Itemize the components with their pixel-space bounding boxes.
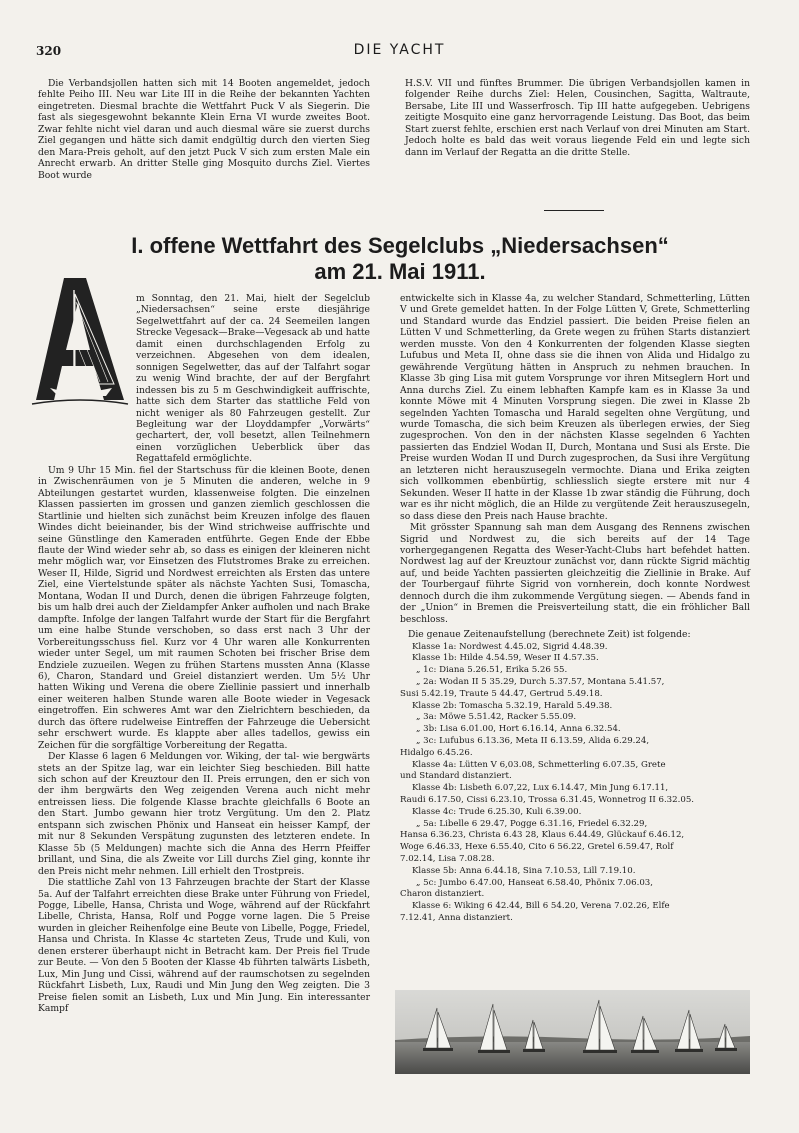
result-row: Hidalgo 6.45.26. [400, 747, 473, 758]
result-row: „ 5c: Jumbo 6.47.00, Hanseat 6.58.40, Phönix 7.06.03, [416, 877, 653, 888]
top-right-paragraph: H.S.V. VII und fünftes Brummer. Die übrigen Verbandsjollen kamen in folgender Reihe durchs Ziel: Helen, Cousinchen, Sagitta, Waltraute, Bersabe, Lite III und Wasserfrosch. Tip III hatte aufgegeben. Uebrigens zeitigte Mosquito eine ganz hervorragende Leistung. Das Boot, das beim Start zuerst fehlte, erschien erst nach Verlauf von drei Minuten am Start. Jedoch holte es bald das weit voraus liegende Feld ein und legte sich dann im Verlauf der Regatta an die dritte Stelle. [405, 78, 750, 158]
result-row: Klasse 6: Wiking 6 42.44, Bill 6 54.20, Verena 7.02.26, Elfe [412, 901, 670, 912]
article-paragraph: Um 9 Uhr 15 Min. fiel der Startschuss für die kleinen Boote, denen in Zwischenräumen von je 5 Minuten die anderen, welche in 9 Abteilungen gestartet wurden, klassenweise folgten. Die einzelnen Klassen passierten im grossen und ganzen ziemlich geschlossen die Startlinie und hielten sich zunächst beim Kreuzen infolge des flauen Windes dicht beieinander, bis der Wind strichweise auffrischte und seine Günstlinge den Kameraden entführte. Gegen Ende der Ebbe flaute der Wind wieder sehr ab, so dass es einigen der kleineren nicht mehr möglich war, vor Einsetzen des Flutstromes Brake zu erreichen. Weser II, Hilde, Sigrid und Nordwest erreichten als Ersten das untere Ziel, eine Viertelstunde später als nächste Yachten Susi, Tomascha, Montana, Wodan II und Durch, denen die übrigen Fahrzeuge folgten, bis um halb drei auch der Zieldampfer Anker aufholen und nach Brake dampfte. Infolge der langen Talfahrt wurde der Start für die Bergfahrt um eine halbe Stunde verschoben, so dass erst nach 3 Uhr der Vorbereitungsschuss fiel. Kurz vor 4 Uhr waren alle Konkurrenten wieder unter Segel, um mit raumen Schoten bei frischer Brise dem Endziele zuzueilen. Wegen zu frühen Startens mussten Anna (Klasse 6), Charon, Standard und Greiel distanziert werden. Um 5½ Uhr hatten Wiking und Verena die obere Ziellinie passiert und innerhalb einer weiteren halben Stunde waren alle Boote wieder in Vegesack eingetroffen. Ein schweres Amt war den Zielrichtern beschieden, da durch das öftere rudelweise Eintreffen der Fahrzeuge die Uebersicht sehr erschwert wurde. Es klappte aber alles tadellos, gewiss ein Zeichen für die sorgfältige Vorbereitung der Regatta. [38, 464, 370, 751]
top-left-paragraph: Die Verbandsjollen hatten sich mit 14 Booten angemeldet, jedoch fehlte Peiho III. Neu war Lite III in die Reihe der bekannten Yachten eingetreten. Diesmal brachte die Wettfahrt Puck V als Siegerin. Die fast als siegesgewohnt bekannte Klein Erna VI wurde zweites Boot. Zwar fehlte nicht viel daran und auch diesmal wäre sie zuerst durchs Ziel gegangen und hätte sich damit endgültig durch den vierten Sieg den Mara-Preis geholt, auf den jetzt Puck V sich zum ersten Male ein Anrecht erwarb. An dritter Stelle ging Mosquito durchs Ziel. Viertes Boot wurde [38, 78, 370, 181]
article-left-column [38, 293, 370, 1015]
article-paragraph: m Sonntag, den 21. Mai, hielt der Segelclub „Niedersachsen“ seine erste diesjährige Segelwettfahrt auf der ca. 24 Seemeilen langen Strecke Vegesack—Brake—Vegesack ab und hatte damit einen durchschlagenden Erfolg zu verzeichnen. Abgesehen von dem idealen, sonnigen Segelwetter, das auf der Talfahrt sogar zu wenig Wind brachte, der auf der Bergfahrt indessen bis zu 5 m Geschwindigkeit auffrischte, hatte sich dem Starter das stattliche Feld von nicht weniger als 80 Fahrzeugen gestellt. Zur Begleitung war der Lloyddampfer „Vorwärts“ gechartert, der, voll besetzt, allen Teilnehmern einen vorzüglichen Ueberblick über das Regattafeld ermöglichte. [136, 293, 370, 465]
result-row: „ 3b: Lisa 6.01.00, Hort 6.16.14, Anna 6.32.54. [416, 724, 621, 735]
article-paragraph: Mit grösster Spannung sah man dem Ausgang des Rennens zwischen Sigrid und Nordwest zu, die sich bereits auf der 14 Tage vorhergegangenen Regatta des Weser-Yacht-Clubs hart befehdet hatten. Nordwest lag auf der Kreuztour zunächst vor, dann rückte Sigrid mächtig auf, und beide Yachten passierten gleichzeitig die Ziellinie in Brake. Auf der Tourbergauf führte Sigrid von vornherein, doch konnte Nordwest dennoch durch die ihm zukommende Vergütung siegen. — Abends fand in der „Union“ in Bremen die Preisverteilung statt, die ein fröhlicher Ball beschloss. [400, 522, 750, 625]
article-paragraph: Der Klasse 6 lagen 6 Meldungen vor. Wiking, der tal- wie bergwärts stets an der Spitze lag, war ein leichter Sieg beschieden. Bill hatte sich schon auf der Kreuztour den II. Preis errungen, den er sich von der ihm bergwärts den Weg zeigenden Verena auch nicht mehr entreissen liess. Die folgende Klasse brachte gleichfalls 6 Boote an den Start. Jumbo gewann hier trotz Vergütung. Um den 2. Platz entspann sich zwischen Phönix und Hanseat ein heisser Kampf, der mit nur 8 Sekunden Verspätung zugunsten des letzteren endete. In Klasse 5b (5 Meldungen) machte sich die Anna des Herrn Pfeiffer brillant, und Sina, die als Zweite vor Lill durchs Ziel ging, konnte ihr den Preis nicht mehr nehmen. Lill erhielt den Trostpreis. [38, 751, 370, 877]
article-paragraph: Die stattliche Zahl von 13 Fahrzeugen brachte der Start der Klasse 5a. Auf der Talfahrt erreichten diese Brake unter Führung von Friedel, Pogge, Libelle, Hansa, Christa und Woge, während auf der Rückfahrt Libelle, Christa, Hansa, Rolf und Pogge vorne lagen. Die 5 Preise wurden in gleicher Reihenfolge eine Beute von Libelle, Pogge, Friedel, Hansa und Christa. In Klasse 4c starteten Zeus, Trude und Kuli, von denen ersterer überhaupt nicht in Betracht kam. Der Preis fiel Trude zur Beute. — Von den 5 Booten der Klasse 4b führten talwärts Lisbeth, Lux, Min Jung und Cissi, während auf der raumschotsen zu segelnden Rückfahrt Lisbeth, Lux, Raudi und Min Jung den Weg zeigten. Die 3 Preise fielen somit an Lisbeth, Lux und Min Jung. Ein interessanter Kampf [38, 877, 370, 1015]
result-row: Hansa 6.36.23, Christa 6.43 28, Klaus 6.44.49, Glückauf 6.46.12, [400, 830, 685, 841]
result-row: Klasse 1b: Hilde 4.54.59, Weser II 4.57.35. [412, 653, 599, 664]
sailboats-photo-icon [395, 990, 750, 1074]
result-row: „ 1c: Diana 5.26.51, Erika 5.26 55. [416, 665, 568, 676]
result-row: Klasse 4c: Trude 6.25.30, Kuli 6.39.00. [412, 806, 582, 817]
article-title-line2: am 21. Mai 1911. [314, 259, 486, 284]
result-row: Klasse 4b: Lisbeth 6.07,22, Lux 6.14.47, Min Jung 6.17.11, [412, 783, 669, 794]
result-row: 7.02.14, Lisa 7.08.28. [400, 853, 495, 864]
regatta-photo [395, 990, 750, 1074]
result-row: „ 3a: Möwe 5.51.42, Racker 5.55.09. [416, 712, 577, 723]
result-row: Klasse 5b: Anna 6.44.18, Sina 7.10.53, Lill 7.19.10. [412, 865, 636, 876]
top-right-column [405, 78, 750, 158]
result-row: „ 3c: Lufubus 6.13.36, Meta II 6.13.59, Alida 6.29.24, [416, 735, 650, 746]
result-row: „ 2a: Wodan II 5 35.29, Durch 5.37.57, Montana 5.41.57, [416, 676, 665, 687]
result-row: und Standard distanziert. [400, 771, 512, 782]
article-title [60, 233, 740, 285]
section-divider [544, 210, 604, 211]
results-list [400, 642, 750, 925]
top-left-column [38, 78, 370, 181]
result-row: Klasse 1a: Nordwest 4.45.02, Sigrid 4.48.39. [412, 641, 608, 652]
result-row: Klasse 4a: Lütten V 6,03.08, Schmetterling 6.07.35, Grete [412, 759, 666, 770]
result-row: „ 5a: Libelle 6 29.47, Pogge 6.31.16, Friedel 6.32.29, [416, 818, 648, 829]
article-title-line1: I. offene Wettfahrt des Segelclubs „Niedersachsen“ [131, 233, 669, 258]
result-row: Klasse 2b: Tomascha 5.32.19, Harald 5.49.38. [412, 700, 613, 711]
result-row: Raudi 6.17.50, Cissi 6.23.10, Trossa 6.31.45, Wonnetrog II 6.32.05. [400, 794, 695, 805]
results-intro: Die genaue Zeitenaufstellung (berechnete Zeit) ist folgende: [408, 629, 691, 641]
result-row: 7.12.41, Anna distanziert. [400, 912, 513, 923]
article-right-column [400, 293, 750, 925]
running-title: DIE YACHT [353, 42, 446, 58]
result-row: Woge 6.46.33, Hexe 6.55.40, Cito 6 56.22, Gretel 6.59.47, Rolf [400, 842, 674, 853]
result-row: Charon distanziert. [400, 889, 485, 900]
page-number: 320 [36, 44, 62, 58]
result-row: Susi 5.42.19, Traute 5 44.47, Gertrud 5.49.18. [400, 688, 603, 699]
article-paragraph: entwickelte sich in Klasse 4a, zu welcher Standard, Schmetterling, Lütten V und Grete gemeldet hatten. In der Folge Lütten V, Grete, Schmetterling und Standard wurde das Endziel passiert. Die beiden Preise fielen an Lütten V und Schmetterling, da Grete wegen zu frühen Starts distanziert werden musste. Von den 4 Konkurrenten der folgenden Klasse siegten Lufubus und Meta II, ohne dass sie die ihnen von Alida und Hidalgo zu gewährende Vergütung hätten in Anspruch zu nehmen brauchen. In Klasse 3b ging Lisa mit gutem Vorsprunge vor ihren Mitseglern Hort und Anna durchs Ziel. Zu einem lebhaften Kampfe kam es in Klasse 3a und konnte Möwe mit 4 Minuten Vorsprung siegen. Die zwei in Klasse 2b segelnden Yachten Tomascha und Harald segelten ohne Vergütung, und wurde Tomascha, die sich beim Kreuzen als überlegen erwies, der Sieg zugesprochen. Von den in der nächsten Klasse segelnden 6 Yachten passierten das Endziel Wodan II, Durch, Montana und Susi als Erste. Die Preise wurden Wodan II und Durch zugesprochen, da Susi ihre Vergütung an letzteren nicht herauszusegeln vermochte. Diana und Erika zeigten sich vollkommen ebenbürtig, schliesslich siegte erstere mit nur 4 Sekunden. Weser II hatte in der Klasse 1b zwar ständig die Führung, doch war es ihr nicht möglich, die an Hilde zu vergütende Zeit herauszusegeln, so dass diese den Preis nach Hause brachte. [400, 293, 750, 522]
